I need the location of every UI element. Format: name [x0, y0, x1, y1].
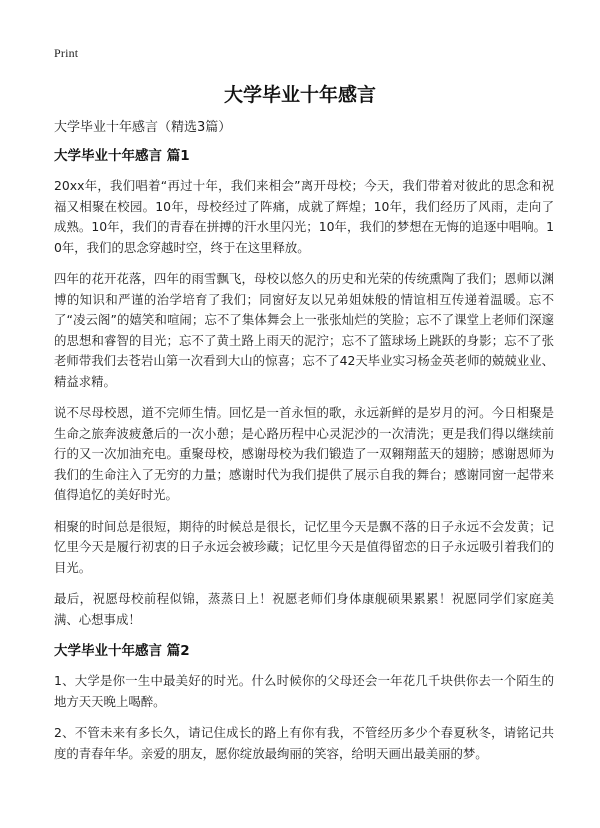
print-link[interactable]: Print [54, 46, 79, 60]
section-1 [54, 146, 554, 630]
paragraph: 四年的花开花落，四年的雨雪飘飞，母校以悠久的历史和光荣的传统熏陶了我们；恩师以渊博的知识和严谨的治学培育了我们；同窗好友以兄弟姐妹般的情谊相互传递着温暖。忘不了“凌云阁”的嬉笑和喧闹；忘不了集体舞会上一张张灿烂的笑脸；忘不了课堂上老师们深邃的思想和睿智的目光；忘不了黄土路上雨天的泥泞；忘不了篮球场上跳跃的身影；忘不了张老师带我们去苍岩山第一次看到大山的惊喜；忘不了42天毕业实习杨金英老师的兢兢业业、精益求精。 [54, 271, 554, 389]
paragraph: 相聚的时间总是很短，期待的时候总是很长，记忆里今天是飘不落的日子永远不会发黄；记忆里今天是履行初衷的日子永远会被珍藏；记忆里今天是值得留恋的日子永远吸引着我们的目光。 [54, 518, 554, 575]
document-subtitle: 大学毕业十年感言（精选3篇） [54, 120, 232, 135]
paragraph: 说不尽母校恩，道不完师生情。回忆是一首永恒的歌，永远新鲜的是岁月的河。今日相聚是生命之旅奔波疲惫后的一次小憩；是心路历程中心灵泥沙的一次清洗；更是我们得以继续前行的又一次加油充电。重聚母校，感谢母校为我们锻造了一双翱翔蓝天的翅膀；感谢恩师为我们的生命注入了无穷的力量；感谢时代为我们提供了展示自我的舞台；感谢同窗一起带来值得追忆的美好时光。 [54, 405, 554, 502]
document-body [54, 118, 554, 775]
paragraph: 1、大学是你一生中最美好的时光。什么时候你的父母还会一年花几千块供你去一个陌生的地方天天晚上喝醉。 [54, 673, 554, 709]
paragraph: 2、不管未来有多长久，请记住成长的路上有你有我，不管经历多少个春夏秋冬，请铭记共度的青春年华。亲爱的朋友，愿你绽放最绚丽的笑容，给明天画出最美丽的梦。 [54, 725, 554, 761]
section-heading: 大学毕业十年感言 篇2 [54, 643, 190, 659]
section-heading: 大学毕业十年感言 篇1 [54, 148, 190, 164]
paragraph: 最后，祝愿母校前程似锦，蒸蒸日上！祝愿老师们身体康舰硕果累累！祝愿同学们家庭美满、心想事成！ [54, 591, 554, 627]
section-2 [54, 641, 554, 764]
page-title: 大学毕业十年感言 [223, 84, 376, 106]
paragraph: 20xx年，我们唱着“再过十年，我们来相会”离开母校；今天，我们带着对彼此的思念和祝福又相聚在校园。10年，母校经过了阵痛，成就了辉煌；10年，我们经历了风雨，走向了成熟。10年，我们的青春在拼搏的汗水里闪光；10年，我们的梦想在无悔的追逐中唱响。10年，我们的思念穿越时空，终于在这里释放。 [54, 178, 554, 255]
